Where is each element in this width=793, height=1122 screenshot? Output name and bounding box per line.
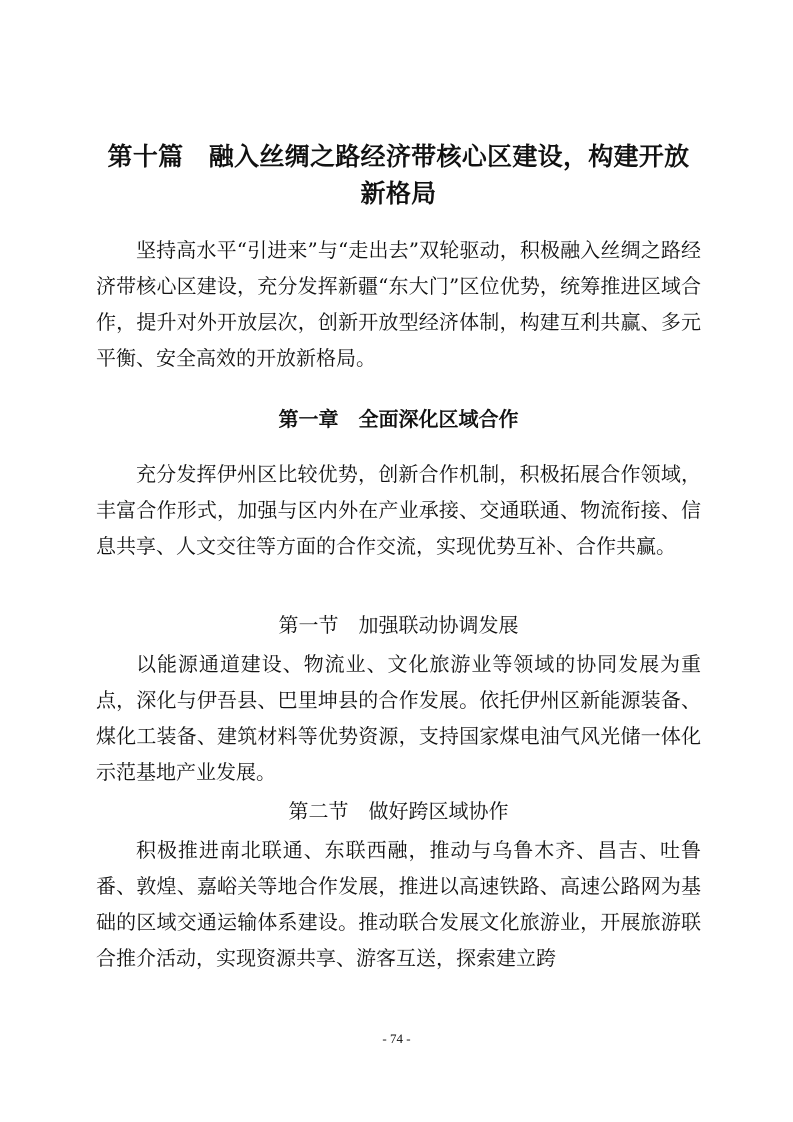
section-paragraph-1: 以能源通道建设、物流业、文化旅游业等领域的协同发展为重点，深化与伊吾县、巴里坤县的合作发展。依托伊州区新能源装备、煤化工装备、建筑材料等优势资源，支持国家煤电油气风光储一体化示范基地产业发展。: [96, 652, 701, 784]
section-title-2: 第二节 做好跨区域协作: [288, 799, 509, 823]
chapter-title: 第一章 全面深化区域合作: [278, 407, 519, 431]
intro-paragraph: 坚持高水平“引进来”与“走出去”双轮驱动，积极融入丝绸之路经济带核心区建设，充分发挥新疆“东大门”区位优势，统筹推进区域合作，提升对外开放层次，创新开放型经济体制，构建互利共赢、多元平衡、安全高效的开放新格局。: [96, 238, 701, 370]
page-number: - 74 -: [382, 1031, 411, 1046]
section-title-1: 第一节 加强联动协调发展: [278, 613, 519, 637]
chapter-paragraph: 充分发挥伊州区比较优势，创新合作机制，积极拓展合作领域，丰富合作形式，加强与区内外在产业承接、交通联通、物流衔接、信息共享、人文交往等方面的合作交流，实现优势互补、合作共赢。: [96, 462, 701, 558]
part-title: 第十篇 融入丝绸之路经济带核心区建设，构建开放新格局: [107, 142, 690, 208]
section-paragraph-2: 积极推进南北联通、东联西融，推动与乌鲁木齐、昌吉、吐鲁番、敦煌、嘉峪关等地合作发展，推进以高速铁路、高速公路网为基础的区域交通运输体系建设。推动联合发展文化旅游业，开展旅游联合推介活动，实现资源共享、游客互送，探索建立跨: [96, 838, 701, 970]
